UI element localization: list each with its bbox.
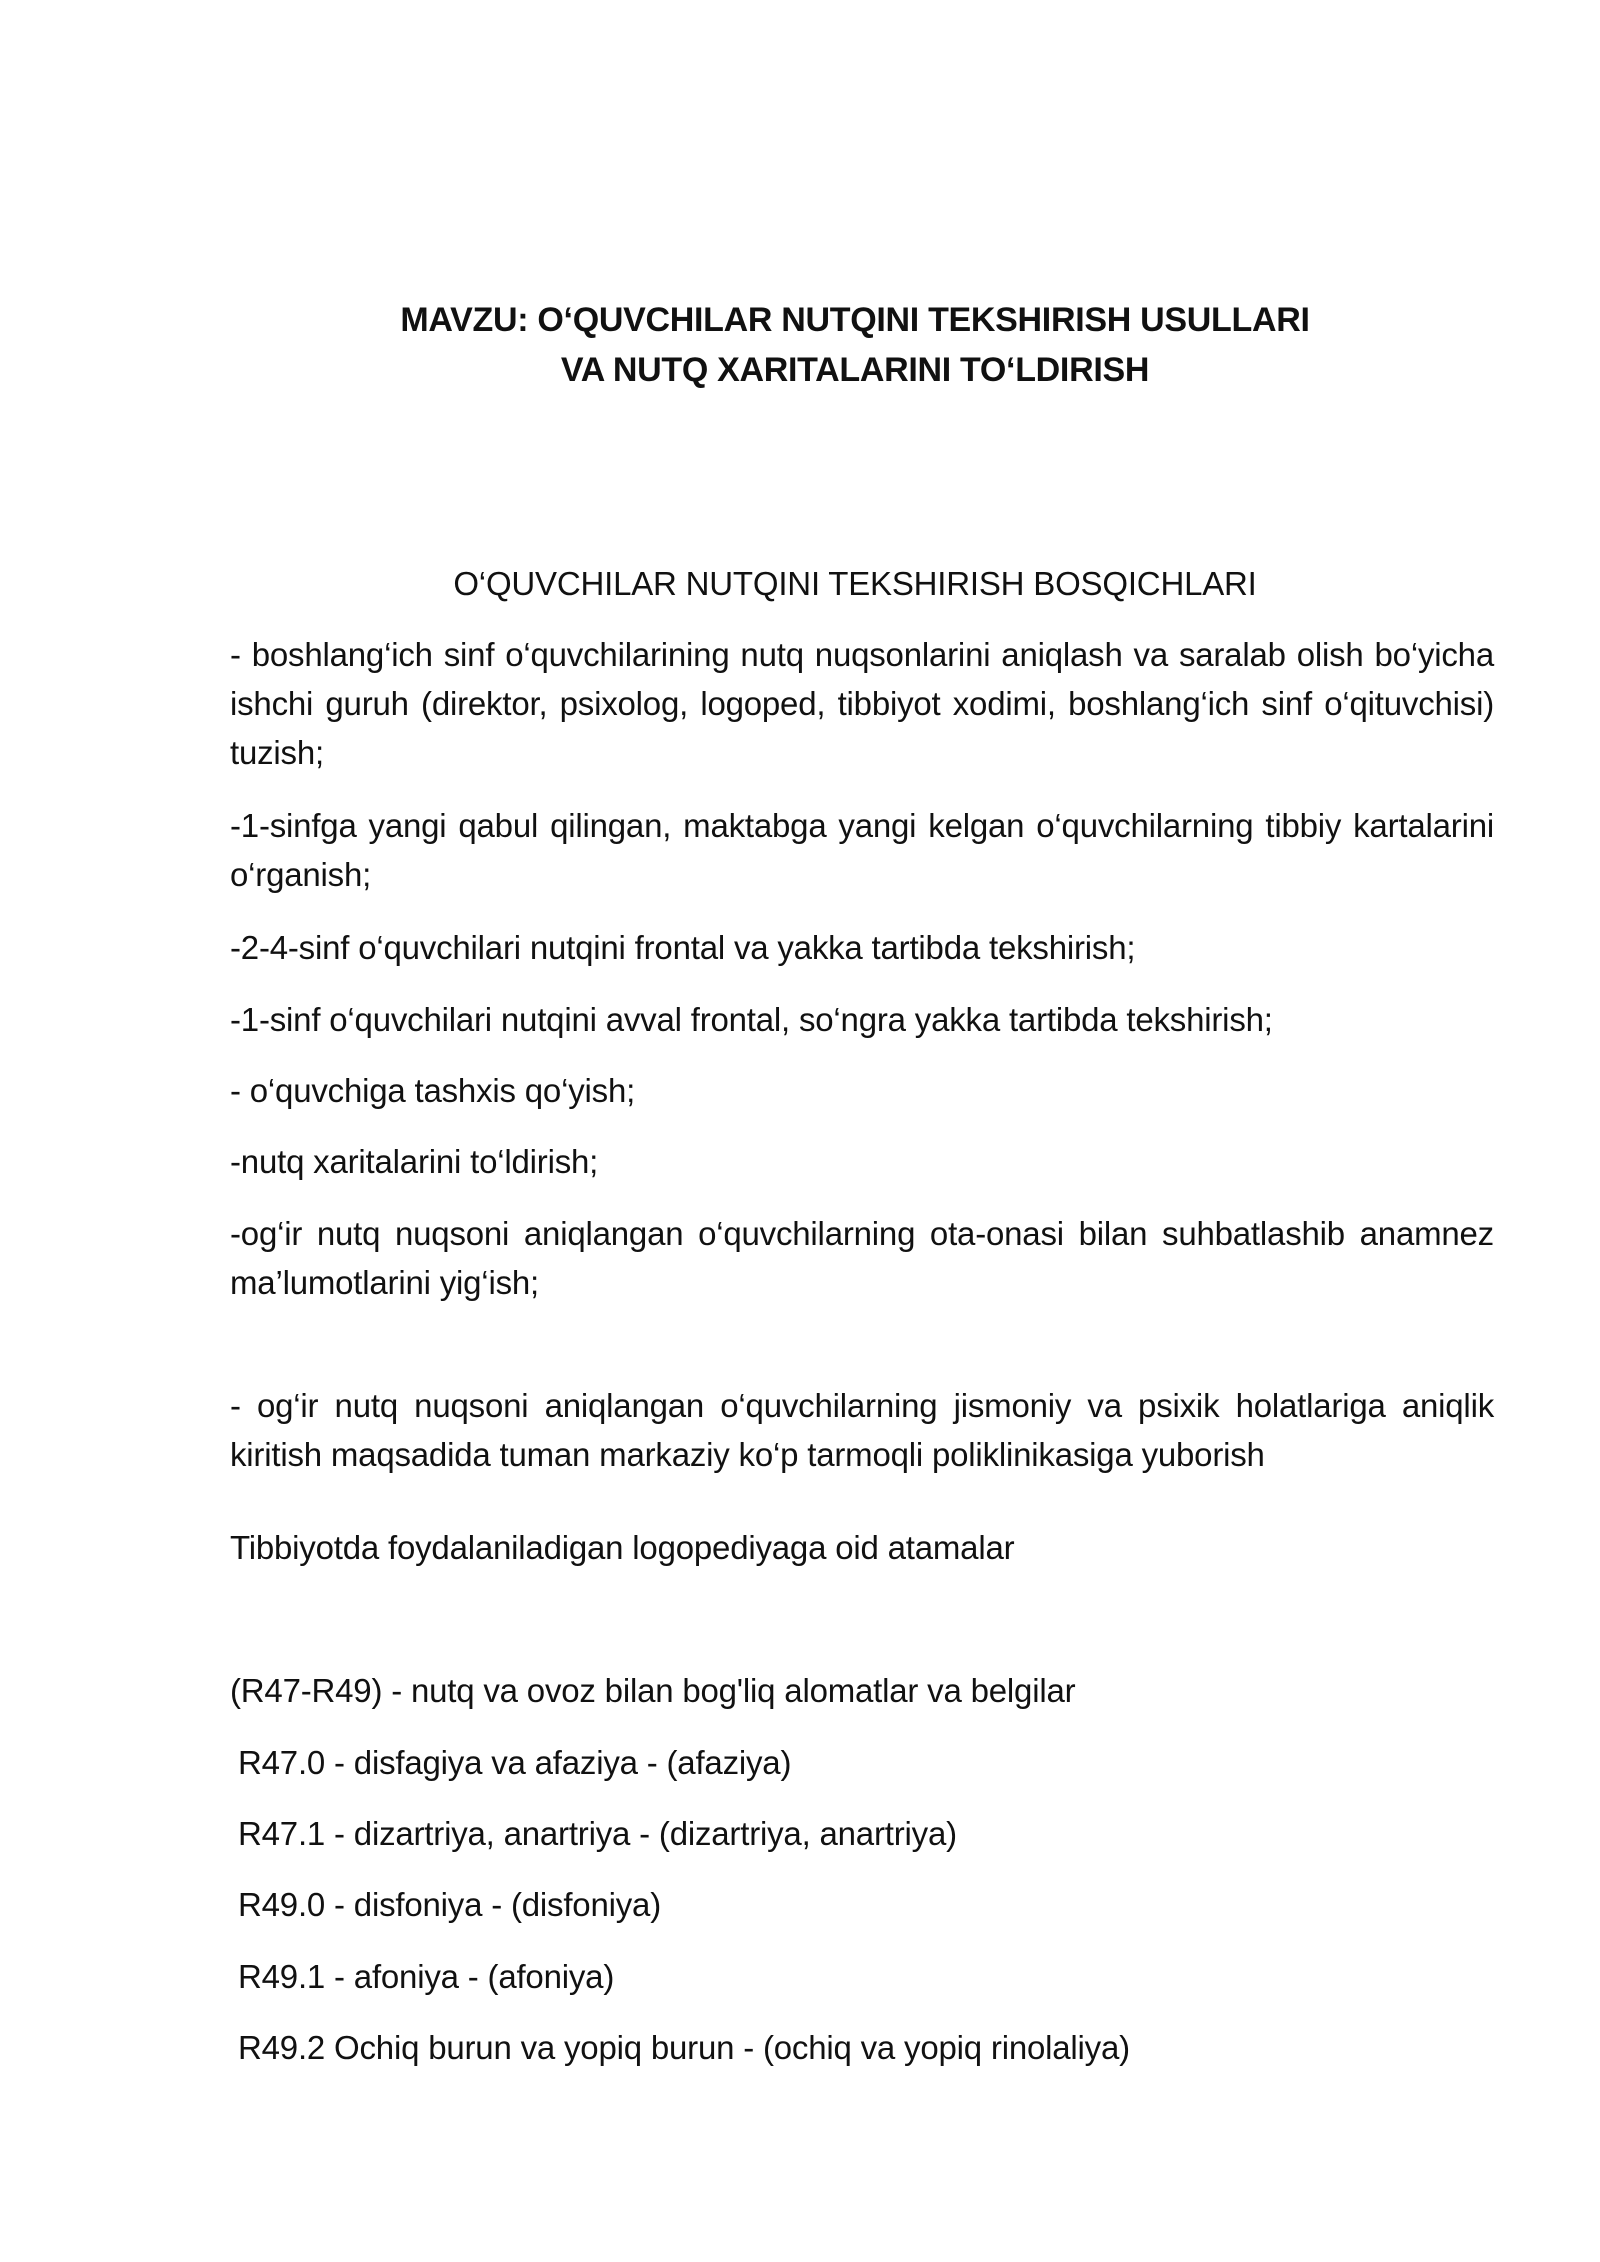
step-paragraph: -2-4-sinf o‘quvchilari nutqini frontal va yakka tartibda tekshirish; [230,929,1136,966]
step-paragraph: -og‘ir nutq nuqsoni aniqlangan o‘quvchilarning ota-onasi bilan suhbatlashib anamnez ma’lumotlarini yig‘ish; [230,1215,1494,1301]
code-item: R49.1 - afoniya - (afoniya) [238,1958,615,1995]
step-paragraph: - og‘ir nutq nuqsoni aniqlangan o‘quvchilarning jismoniy va psixik holatlariga aniqlik kiritish maqsadida tuman markaziy ko‘p tarmoqli poliklinikasiga yuborish [230,1387,1494,1473]
document-title-line-2: VA NUTQ XARITALARINI TO‘LDIRISH [560,351,1150,389]
step-paragraph: -1-sinf o‘quvchilari nutqini avval frontal, so‘ngra yakka tartibda tekshirish; [230,1001,1273,1038]
step-paragraph: -1-sinfga yangi qabul qilingan, maktabga yangi kelgan o‘quvchilarning tibbiy kartalarini o‘rganish; [230,807,1494,893]
section-title-stages: O‘QUVCHILAR NUTQINI TEKSHIRISH BOSQICHLARI [453,565,1257,602]
terms-section-heading: Tibbiyotda foydalaniladigan logopediyaga oid atamalar [230,1529,1015,1566]
step-paragraph: -nutq xaritalarini to‘ldirish; [230,1143,599,1180]
code-item: R47.0 - disfagiya va afaziya - (afaziya) [238,1744,792,1781]
step-paragraph: - o‘quvchiga tashxis qo‘yish; [230,1072,636,1109]
code-item: R49.2 Ochiq burun va yopiq burun - (ochiq va yopiq rinolaliya) [238,2029,1130,2066]
codes-range-heading: (R47-R49) - nutq va ovoz bilan bog'liq alomatlar va belgilar [230,1672,1076,1709]
code-item: R47.1 - dizartriya, anartriya - (dizartriya, anartriya) [238,1815,957,1852]
document-title-line-1: MAVZU: O‘QUVCHILAR NUTQINI TEKSHIRISH USULLARI [400,301,1310,339]
step-paragraph: - boshlang‘ich sinf o‘quvchilarining nutq nuqsonlarini aniqlash va saralab olish bo‘yicha ishchi guruh (direktor, psixolog, logoped, tibbiyot xodimi, boshlang‘ich sinf o‘qituvchisi) tuzish; [230,636,1494,771]
code-item: R49.0 - disfoniya - (disfoniya) [238,1886,661,1923]
